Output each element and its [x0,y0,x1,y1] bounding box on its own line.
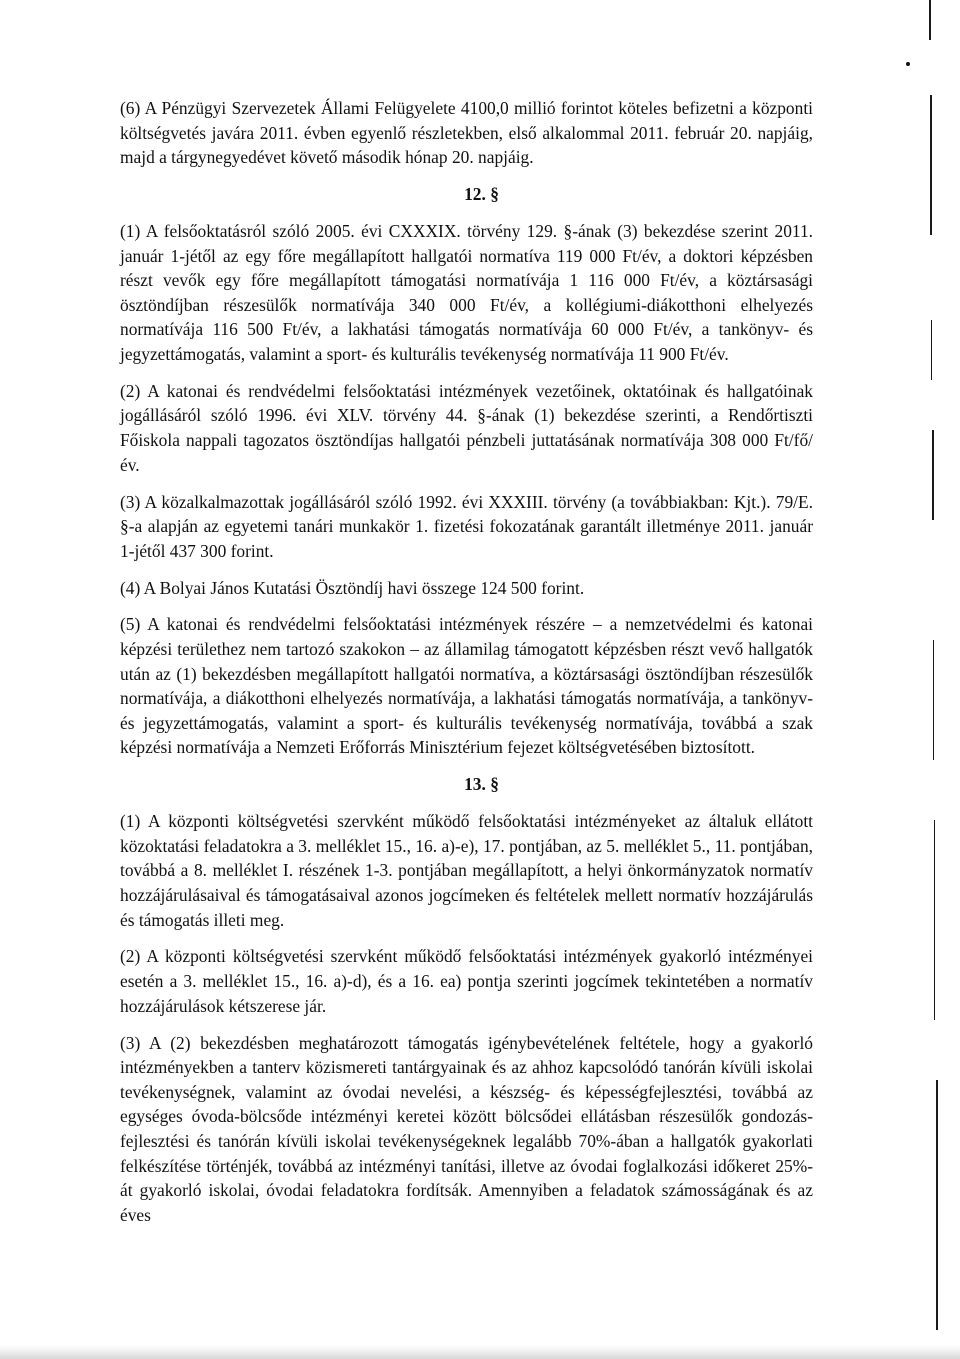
scan-edge-line-3 [932,430,934,520]
scan-edge-line-5 [934,820,935,1020]
document-body [120,96,813,1227]
scan-edge-line-top [929,0,931,40]
scan-edge-line-1 [930,95,932,235]
scan-edge-line-2 [931,320,932,380]
scan-edge-line-6 [936,1080,938,1330]
paragraph-12-3: (3) A közalkalmazottak jogállásáról szóló 1992. évi XXXIII. törvény (a továbbiakban: Kjt.). 79/E. §-a alapján az egyetemi tanári munkakör 1. fizetési fokozatának garantált illetménye 2011. január 1-jétől 437 300 forint. [120,491,813,561]
paragraph-12-5: (5) A katonai és rendvédelmi felsőoktatási intézmények részére – a nemzetvédelmi és katonai képzési területhez nem tartozó szakokon – az államilag támogatott képzésben részt vevő hallgatók után az (1) bekezdésben megállapított hallgatói normatíva, a köztársasági ösztöndíjban részesülők normatívája, a diákotthoni elhelyezés normatívája, a lakhatási támogatás normatívája, a tankönyv- és jegyzettámogatás, valamint a sport- és kulturális tevékenység normatívája, továbbá a szak képzési normatívája a Nemzeti Erőforrás Minisztérium fejezet költségvetésében biztosított. [120,614,813,758]
paragraph-12-1: (1) A felsőoktatásról szóló 2005. évi CXXXIX. törvény 129. §-ának (3) bekezdése szerint 2011. január 1-jétől az egy főre megállapított hallgatói normatíva 119 000 Ft/év, a doktori képzésben részt vevők egy főre megállapított támogatási normatívája 1 116 000 Ft/év, a köztársasági ösztöndíjban részesülők normatívája 340 000 Ft/év, a kollégiumi-diákotthoni elhelyezés normatívája 116 500 Ft/év, a lakhatási támogatás normatívája 60 000 Ft/év, a tankönyv- és jegyzettámogatás, valamint a sport- és kulturális tevékenység normatívája 11 900 Ft/év. [120,220,813,364]
scan-bottom-edge [0,1345,960,1359]
paragraph-13-1: (1) A központi költségvetési szervként működő felsőoktatási intézményeket az általuk ellátott közoktatási feladatokra a 3. melléklet 15., 16. a)-e), 17. pontjában, az 5. melléklet 5., 11. pontjában, továbbá a 8. melléklet I. részének 1-3. pontjában megállapított, a helyi önkormányzatok normatív hozzájárulásaival és támogatásaival azonos jogcímeken és feltételek mellett normatív hozzájárulás és támogatás illeti meg. [120,811,813,930]
paragraph-6: (6) A Pénzügyi Szervezetek Állami Felügyelete 4100,0 millió forintot köteles befizetni a központi költségvetés javára 2011. évben egyenlő részletekben, első alkalommal 2011. február 20. napjáig, majd a tárgynegyedévet követő második hónap 20. napjáig. [120,98,813,168]
paragraph-12-2: (2) A katonai és rendvédelmi felsőoktatási intézmények vezetőinek, oktatóinak és hallgatóinak jogállásáról szóló 1996. évi XLV. törvény 44. §-ának (1) bekezdése szerinti, a Rendőrtiszti Főiskola nappali tagozatos ösztöndíjas hallgatói pénzbeli juttatásának normatívája 308 000 Ft/fő/év. [120,380,813,475]
scan-edge-line-4 [933,640,934,760]
paragraph-12-4: (4) A Bolyai János Kutatási Ösztöndíj havi összege 124 500 forint. [120,577,585,598]
section-heading-12: 12. § [464,184,499,205]
section-heading-13: 13. § [464,774,499,795]
scan-speck-top [906,62,910,66]
paragraph-13-3: (3) A (2) bekezdésben meghatározott támogatás igénybevételének feltétele, hogy a gyakorló intézményekben a tanterv közismereti tantárgyainak és az ahhoz kapcsolódó tanórán kívüli iskolai tevékenységnek, valamint az óvodai nevelési, a készség- és képességfejlesztési, továbbá az egységes óvoda-bölcsőde intézményi keretei között bölcsődei ellátásban részesülők gondozás-fejlesztési és tanórán kívüli iskolai tevékenységeknek legalább 70%-ában a hallgatók gyakorlati felkészítése történjék, továbbá az intézményi tanítási, illetve az óvodai foglalkozási időkeret 25%-át gyakorló iskolai, óvodai feladatokra fordítsák. Amennyiben a feladatok számosságának és az éves [120,1032,813,1225]
paragraph-13-2: (2) A központi költségvetési szervként működő felsőoktatási intézmények gyakorló intézményei esetén a 3. melléklet 15., 16. a)-d), és a 16. ea) pontja szerinti jogcímek tekintetében a normatív hozzájárulások kétszerese jár. [120,946,813,1016]
